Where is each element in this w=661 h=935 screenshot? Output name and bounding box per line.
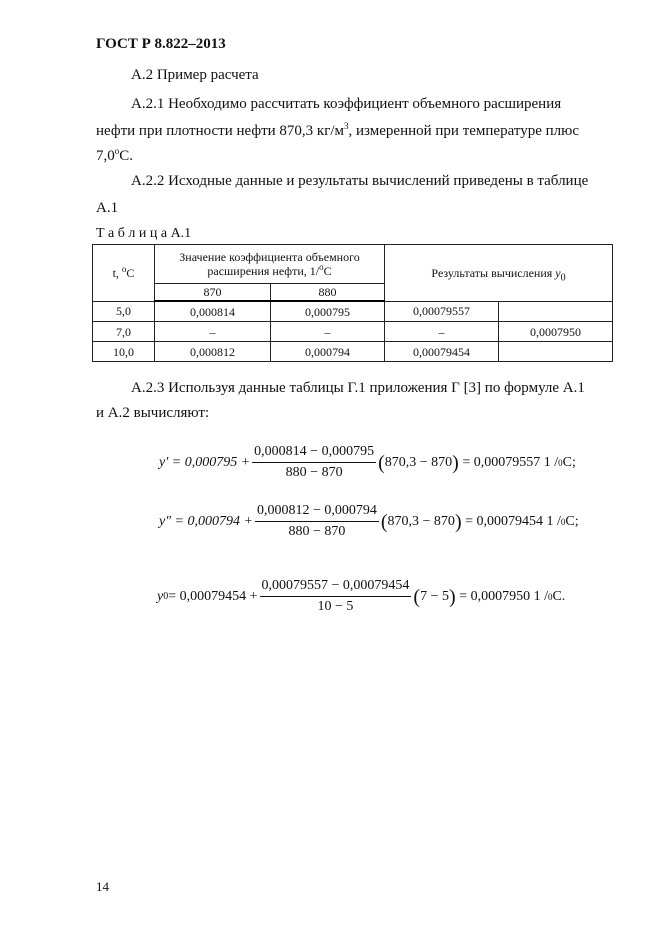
formula-y0: y 0 = 0,00079454 + $\frac{0,00079557 - 0,00079454}{10 - 5}$ ( 7 − 5 ) = 0,0007950 1 / 0 С. <box>157 578 566 614</box>
fraction: $\frac{0,000812 - 0,000794}{880 - 870}$ <box>256 503 377 539</box>
page-number: 14 <box>96 879 109 894</box>
paragraph-a21-line3: $7,0^оС$. <box>96 146 134 164</box>
formula-y-prime: y′ = 0,000795 + $\frac{0,000814 - 0,000795}{880 - 870}$ ( 870,3 − 870 ) = 0,00079557 1 / 0 С; <box>159 444 576 480</box>
paragraph-a21-line2: нефти при плотности нефти 870,3 $кг/м^3$, измеренной при температуре плюс <box>96 121 580 139</box>
table-cell: – <box>155 322 271 342</box>
table-cell: 0,000795 <box>271 301 385 322</box>
table-row <box>93 301 613 322</box>
data-table <box>92 244 613 362</box>
paragraph-a23-line1: А.2.3 Используя данные таблицы Г.1 приложения Г [3] по формуле А.1 <box>131 380 585 396</box>
header-t: t, $^о$С <box>93 245 155 302</box>
header-coefficient: Значение коэффициента объемного расширения нефти, 1/$^о$С <box>155 245 385 284</box>
paragraph-a23-line2: и А.2 вычисляют: <box>96 405 210 421</box>
fraction: $\frac{0,00079557 - 0,00079454}{10 - 5}$ <box>261 578 410 614</box>
table-cell <box>499 342 613 362</box>
header-880: 880 <box>271 284 385 302</box>
document-header: ГОСТ Р 8.822–2013 <box>96 36 226 52</box>
table-cell: 0,00079557 <box>385 301 499 322</box>
fraction: $\frac{0,000814 - 0,000795}{880 - 870}$ <box>254 444 375 480</box>
paragraph-a22-line1: А.2.2 Исходные данные и результаты вычислений приведены в таблице <box>131 173 589 189</box>
header-results: Результаты вычисления $y_0$ <box>385 245 613 302</box>
table-cell: 10,0 <box>93 342 155 362</box>
table-cell: 5,0 <box>93 301 155 322</box>
table-row <box>93 342 613 362</box>
table-cell: 0,000814 <box>155 301 271 322</box>
table-cell <box>499 301 613 322</box>
section-title: А.2 Пример расчета <box>131 67 259 83</box>
table-cell: 0,000794 <box>271 342 385 362</box>
table-cell: – <box>271 322 385 342</box>
table-cell: 7,0 <box>93 322 155 342</box>
formula-y-double-prime: y″ = 0,000794 + $\frac{0,000812 - 0,000794}{880 - 870}$ ( 870,3 − 870 ) = 0,00079454 1 / 0 С; <box>159 503 579 539</box>
table-cell: – <box>385 322 499 342</box>
table-cell: 0,000812 <box>155 342 271 362</box>
header-870: 870 <box>155 284 271 302</box>
table-cell: 0,00079454 <box>385 342 499 362</box>
table-caption: Т а б л и ц а А.1 <box>96 226 192 241</box>
table-row <box>93 322 613 342</box>
table-cell: 0,0007950 <box>499 322 613 342</box>
paragraph-a21-line1: А.2.1 Необходимо рассчитать коэффициент объемного расширения <box>131 96 562 112</box>
paragraph-a22-line2: А.1 <box>96 200 119 216</box>
